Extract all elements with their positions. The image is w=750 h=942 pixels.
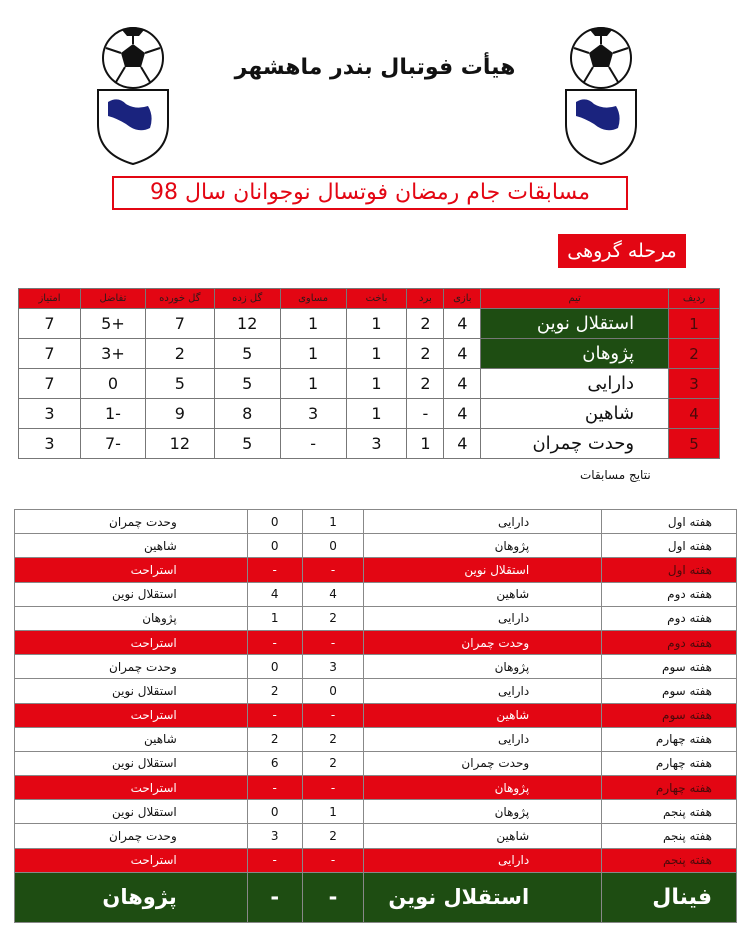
home-score-cell: 1: [302, 510, 364, 534]
drawn-cell: 3: [280, 399, 346, 429]
home-score-cell: -: [302, 558, 364, 582]
won-cell: -: [407, 399, 444, 429]
home-team-cell: شاهین: [364, 582, 602, 606]
rest-row: [15, 776, 737, 800]
final-team1-cell: استقلال نوین: [364, 872, 602, 922]
group-stage-label: مرحله گروهی: [558, 234, 686, 268]
away-team-cell: شاهین: [15, 727, 248, 751]
result-row: [15, 727, 737, 751]
header-played: بازی: [444, 289, 481, 309]
away-score-cell: 0: [247, 534, 302, 558]
home-team-cell: دارایی: [364, 727, 602, 751]
points-cell: 3: [19, 429, 81, 459]
away-score-cell: 2: [247, 727, 302, 751]
drawn-cell: 1: [280, 369, 346, 399]
away-score-cell: -: [247, 703, 302, 727]
rest-row: [15, 848, 737, 872]
goal-diff-cell: -1: [80, 399, 145, 429]
page-title: هیأت فوتبال بندر ماهشهر: [234, 55, 516, 80]
goal-diff-cell: +3: [80, 339, 145, 369]
rank-cell: 5: [669, 429, 720, 459]
result-row: [15, 679, 737, 703]
away-team-cell: وحدت چمران: [15, 510, 248, 534]
rest-row: [15, 703, 737, 727]
result-row: [15, 606, 737, 630]
lost-cell: 1: [346, 309, 407, 339]
week-cell: هفته دوم: [602, 582, 737, 606]
week-cell: هفته سوم: [602, 679, 737, 703]
header-goals-against: گل خورده: [145, 289, 214, 309]
home-score-cell: 0: [302, 534, 364, 558]
goals-for-cell: 8: [214, 399, 280, 429]
home-team-cell: وحدت چمران: [364, 751, 602, 775]
away-team-cell: شاهین: [15, 534, 248, 558]
header-drawn: مساوی: [280, 289, 346, 309]
home-score-cell: 2: [302, 824, 364, 848]
home-team-cell: پژوهان: [364, 534, 602, 558]
team-cell: استقلال نوین: [481, 309, 669, 339]
home-score-cell: -: [302, 630, 364, 654]
result-row: [15, 655, 737, 679]
home-team-cell: دارایی: [364, 679, 602, 703]
week-cell: هفته اول: [602, 534, 737, 558]
header-points: امتیاز: [19, 289, 81, 309]
resting-team-cell: وحدت چمران: [364, 630, 602, 654]
away-team-cell: استقلال نوین: [15, 582, 248, 606]
played-cell: 4: [444, 309, 481, 339]
result-row: [15, 800, 737, 824]
away-team-cell: وحدت چمران: [15, 655, 248, 679]
result-row: [15, 534, 737, 558]
rank-cell: 2: [669, 339, 720, 369]
standings-table: [18, 288, 720, 459]
results-caption: نتایج مسابقات: [580, 468, 651, 482]
resting-team-cell: شاهین: [364, 703, 602, 727]
week-cell: هفته چهارم: [602, 727, 737, 751]
home-score-cell: 2: [302, 727, 364, 751]
goals-against-cell: 12: [145, 429, 214, 459]
goals-against-cell: 7: [145, 309, 214, 339]
header-lost: باخت: [346, 289, 407, 309]
team-cell: وحدت چمران: [481, 429, 669, 459]
home-score-cell: -: [302, 776, 364, 800]
week-cell: هفته دوم: [602, 630, 737, 654]
result-row: [15, 510, 737, 534]
header-goal-diff: تفاضل: [80, 289, 145, 309]
lost-cell: 3: [346, 429, 407, 459]
points-cell: 3: [19, 399, 81, 429]
final-row: [15, 872, 737, 922]
week-cell: هفته پنجم: [602, 824, 737, 848]
result-row: [15, 582, 737, 606]
away-score-cell: -: [247, 630, 302, 654]
resting-team-cell: استقلال نوین: [364, 558, 602, 582]
goals-against-cell: 2: [145, 339, 214, 369]
home-score-cell: 2: [302, 606, 364, 630]
week-cell: هفته پنجم: [602, 848, 737, 872]
rank-cell: 4: [669, 399, 720, 429]
rest-label-cell: استراحت: [15, 776, 248, 800]
home-team-cell: پژوهان: [364, 655, 602, 679]
away-team-cell: استقلال نوین: [15, 679, 248, 703]
resting-team-cell: دارایی: [364, 848, 602, 872]
standings-row: [19, 399, 720, 429]
away-score-cell: 0: [247, 655, 302, 679]
lost-cell: 1: [346, 399, 407, 429]
result-row: [15, 824, 737, 848]
rest-label-cell: استراحت: [15, 703, 248, 727]
week-cell: هفته اول: [602, 510, 737, 534]
goals-against-cell: 9: [145, 399, 214, 429]
goal-diff-cell: -7: [80, 429, 145, 459]
away-score-cell: 3: [247, 824, 302, 848]
team-cell: شاهین: [481, 399, 669, 429]
goals-against-cell: 5: [145, 369, 214, 399]
away-team-cell: استقلال نوین: [15, 800, 248, 824]
home-team-cell: شاهین: [364, 824, 602, 848]
points-cell: 7: [19, 369, 81, 399]
federation-logo-right: [560, 6, 642, 166]
header-won: برد: [407, 289, 444, 309]
resting-team-cell: پژوهان: [364, 776, 602, 800]
header-rank: ردیف: [669, 289, 720, 309]
away-team-cell: وحدت چمران: [15, 824, 248, 848]
goal-diff-cell: +5: [80, 309, 145, 339]
standings-row: [19, 429, 720, 459]
week-cell: هفته اول: [602, 558, 737, 582]
goals-for-cell: 5: [214, 369, 280, 399]
week-cell: هفته دوم: [602, 606, 737, 630]
results-table: [14, 509, 737, 923]
away-score-cell: 6: [247, 751, 302, 775]
points-cell: 7: [19, 309, 81, 339]
drawn-cell: 1: [280, 339, 346, 369]
home-score-cell: 1: [302, 800, 364, 824]
away-team-cell: پژوهان: [15, 606, 248, 630]
home-score-cell: 0: [302, 679, 364, 703]
won-cell: 1: [407, 429, 444, 459]
away-score-cell: -: [247, 558, 302, 582]
standings-row: [19, 339, 720, 369]
lost-cell: 1: [346, 369, 407, 399]
header-goals-for: گل زده: [214, 289, 280, 309]
home-score-cell: 4: [302, 582, 364, 606]
away-score-cell: -: [247, 848, 302, 872]
away-team-cell: استقلال نوین: [15, 751, 248, 775]
home-score-cell: 3: [302, 655, 364, 679]
goal-diff-cell: 0: [80, 369, 145, 399]
played-cell: 4: [444, 339, 481, 369]
standings-header-row: [19, 289, 720, 309]
final-team2-cell: پژوهان: [15, 872, 248, 922]
week-cell: هفته چهارم: [602, 751, 737, 775]
rest-label-cell: استراحت: [15, 630, 248, 654]
played-cell: 4: [444, 399, 481, 429]
rank-cell: 3: [669, 369, 720, 399]
goals-for-cell: 5: [214, 339, 280, 369]
away-score-cell: 2: [247, 679, 302, 703]
goals-for-cell: 5: [214, 429, 280, 459]
federation-logo-left: [92, 6, 174, 166]
won-cell: 2: [407, 309, 444, 339]
rest-label-cell: استراحت: [15, 558, 248, 582]
rest-row: [15, 630, 737, 654]
away-score-cell: 0: [247, 510, 302, 534]
drawn-cell: 1: [280, 309, 346, 339]
won-cell: 2: [407, 369, 444, 399]
team-cell: پژوهان: [481, 339, 669, 369]
home-team-cell: دارایی: [364, 510, 602, 534]
points-cell: 7: [19, 339, 81, 369]
home-score-cell: 2: [302, 751, 364, 775]
away-score-cell: 1: [247, 606, 302, 630]
goals-for-cell: 12: [214, 309, 280, 339]
played-cell: 4: [444, 369, 481, 399]
rest-label-cell: استراحت: [15, 848, 248, 872]
tournament-banner: مسابقات جام رمضان فوتسال نوجوانان سال 98: [112, 176, 628, 210]
drawn-cell: -: [280, 429, 346, 459]
away-score-cell: -: [247, 776, 302, 800]
lost-cell: 1: [346, 339, 407, 369]
header-team: تیم: [481, 289, 669, 309]
result-row: [15, 751, 737, 775]
away-score-cell: 0: [247, 800, 302, 824]
week-cell: هفته چهارم: [602, 776, 737, 800]
home-team-cell: دارایی: [364, 606, 602, 630]
won-cell: 2: [407, 339, 444, 369]
standings-row: [19, 369, 720, 399]
standings-row: [19, 309, 720, 339]
rank-cell: 1: [669, 309, 720, 339]
final-score1-cell: -: [302, 872, 364, 922]
home-team-cell: پژوهان: [364, 800, 602, 824]
away-score-cell: 4: [247, 582, 302, 606]
home-score-cell: -: [302, 703, 364, 727]
week-cell: هفته پنجم: [602, 800, 737, 824]
played-cell: 4: [444, 429, 481, 459]
home-score-cell: -: [302, 848, 364, 872]
week-cell: هفته سوم: [602, 703, 737, 727]
week-cell: هفته سوم: [602, 655, 737, 679]
rest-row: [15, 558, 737, 582]
final-label-cell: فینال: [602, 872, 737, 922]
final-score2-cell: -: [247, 872, 302, 922]
team-cell: دارایی: [481, 369, 669, 399]
